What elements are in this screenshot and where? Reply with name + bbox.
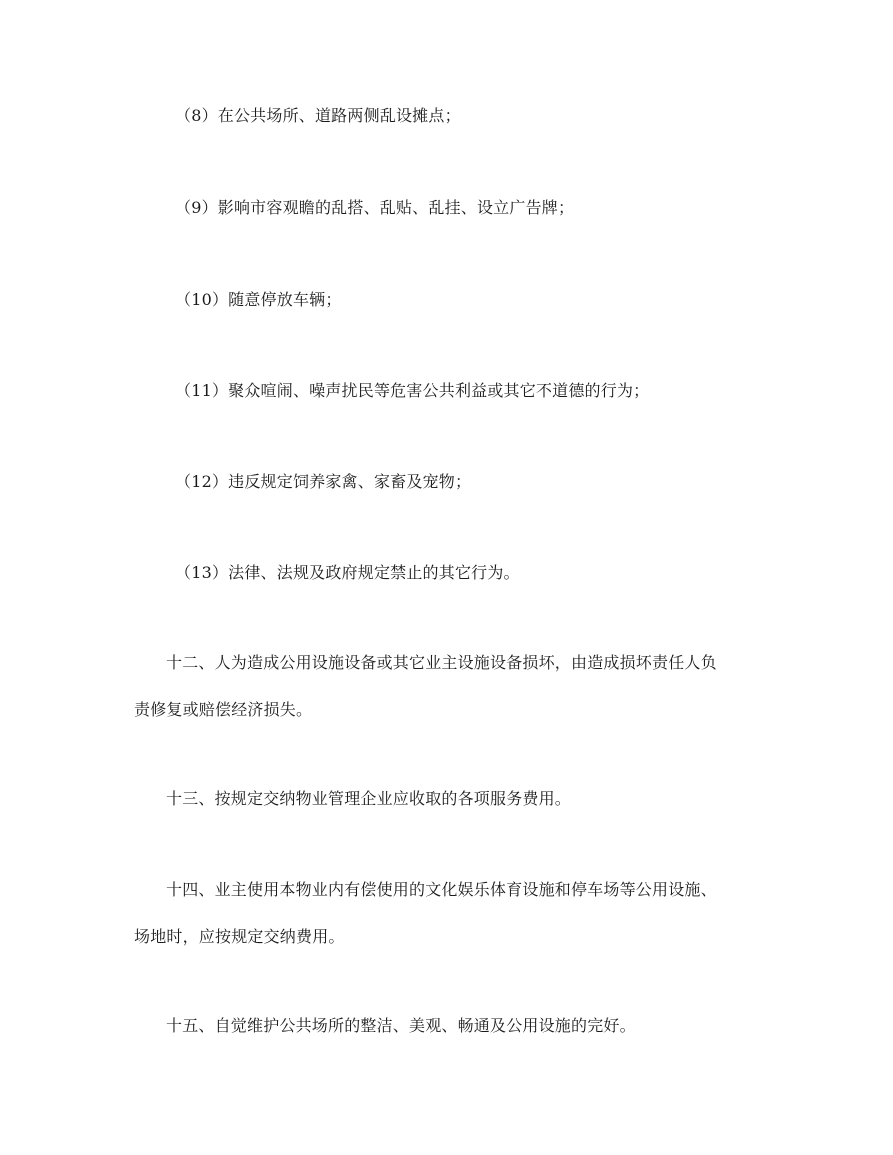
list-item-10: （10）随意停放车辆；: [175, 290, 342, 309]
clause-14-line-2: 场地时，应按规定交纳费用。: [134, 927, 345, 946]
list-item-11: （11）聚众喧闹、噪声扰民等危害公共利益或其它不道德的行为；: [175, 381, 650, 400]
clause-13: 十三、按规定交纳物业管理企业应收取的各项服务费用。: [166, 789, 572, 808]
list-item-8: （8）在公共场所、道路两侧乱设摊点；: [175, 106, 461, 125]
clause-12-line-2: 责修复或赔偿经济损失。: [134, 700, 313, 719]
list-item-12: （12）违反规定饲养家禽、家畜及宠物；: [175, 472, 472, 491]
clause-15: 十五、自觉维护公共场所的整洁、美观、畅通及公用设施的完好。: [166, 1016, 636, 1035]
list-item-9: （9）影响市容观瞻的乱搭、乱贴、乱挂、设立广告牌；: [175, 198, 575, 217]
clause-14-line-1: 十四、业主使用本物业内有偿使用的文化娱乐体育设施和停车场等公用设施、: [166, 880, 717, 899]
clause-12-line-1: 十二、人为造成公用设施设备或其它业主设施设备损坏，由造成损坏责任人负: [166, 653, 717, 672]
list-item-13: （13）法律、法规及政府规定禁止的其它行为。: [175, 563, 520, 582]
